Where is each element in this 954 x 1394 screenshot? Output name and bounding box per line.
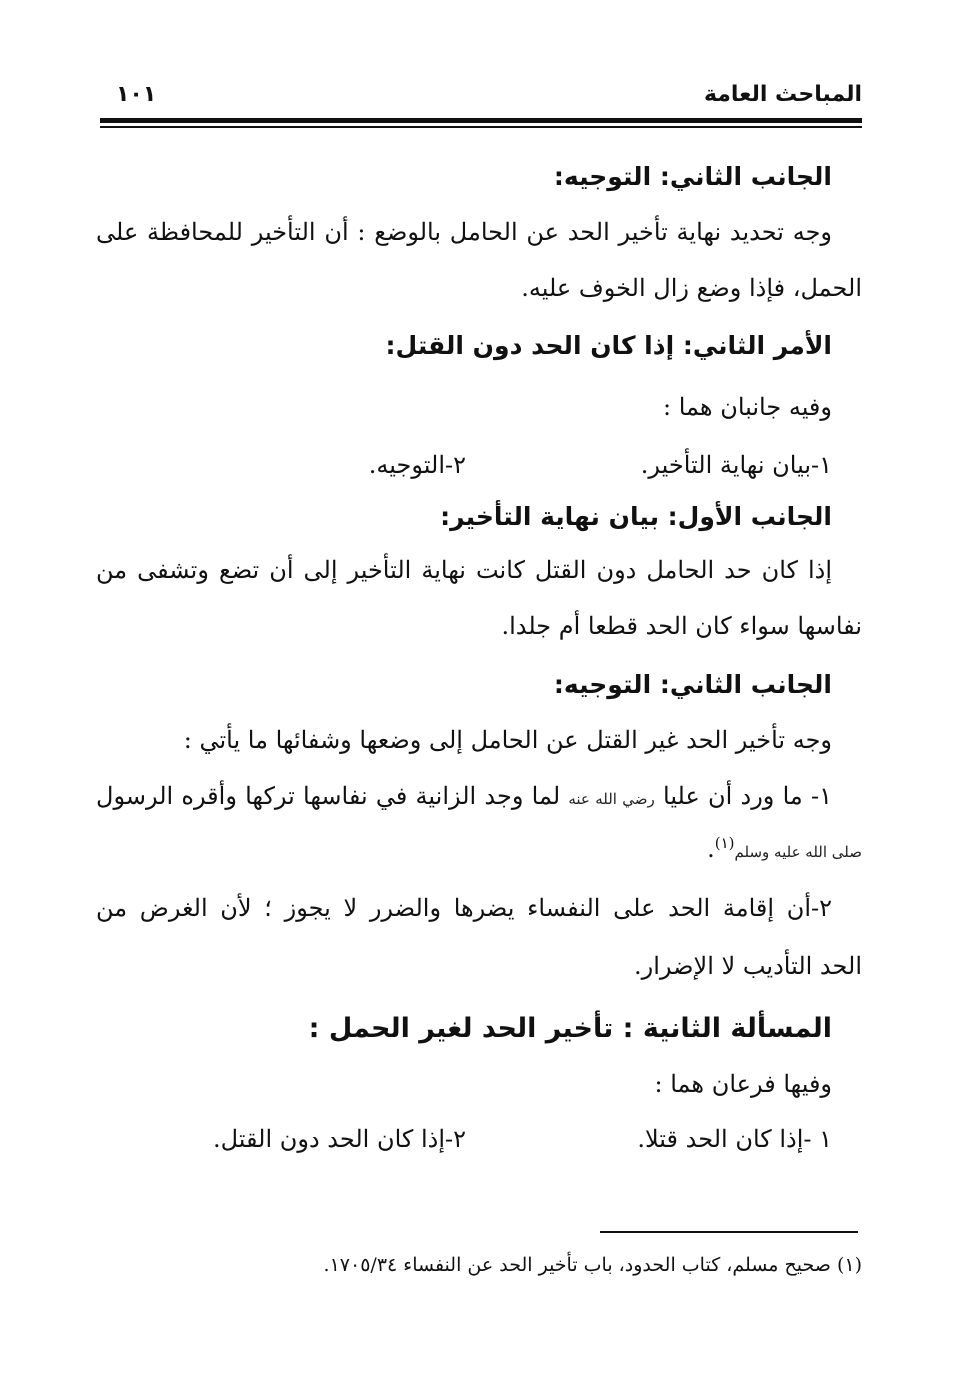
heading-second-matter: الأمر الثاني: إذا كان الحد دون القتل: [385,331,832,360]
paragraph-line: وفيه جانبان هما : [663,393,832,421]
paragraph-line: وجه تحديد نهاية تأخير الحد عن الحامل بالوضع : أن التأخير للمحافظة على [96,218,832,246]
header-rule-thin [100,126,862,128]
paragraph-line: وفيها فرعان هما : [654,1070,832,1098]
footnote-separator [600,1231,858,1233]
paragraph-line: إذا كان حد الحامل دون القتل كانت نهاية التأخير إلى أن تضع وتشفى من [96,556,832,584]
honorific-glyph: رضي الله عنه [568,790,655,808]
paragraph-line: صلى الله عليه وسلم$^{(١)}$. [707,834,862,863]
list-item: ٢-إذا كان الحد دون القتل. [212,1125,466,1153]
page-number: ١٠١ [116,82,157,107]
list-item: ٢-التوجيه. [368,451,466,479]
paragraph-line: نفاسها سواء كان الحد قطعا أم جلدا. [501,612,862,640]
running-header-title: المباحث العامة [703,82,862,107]
honorific-glyph: صلى الله عليه وسلم [734,843,862,861]
heading-second-aspect-justification: الجانب الثاني: التوجيه: [553,670,832,699]
paragraph-line: الحد التأديب لا الإضرار. [634,952,862,980]
list-item: ١-بيان نهاية التأخير. [640,451,832,479]
header-rule-thick [100,118,862,123]
heading-first-aspect: الجانب الأول: بيان نهاية التأخير: [440,502,832,531]
text-run: لما وجد الزانية في نفاسها تركها وأقره الرسول [96,782,561,810]
text-run: ١- ما ورد أن عليا [663,782,832,810]
paragraph-line: ٢-أن إقامة الحد على النفساء يضرها والضرر لا يجوز ؛ لأن الغرض من [96,894,832,922]
list-item: ١ -إذا كان الحد قتلا. [637,1125,832,1153]
footnote: (١) صحيح مسلم، كتاب الحدود، باب تأخير الحد عن النفساء ١٧٠٥/٣٤. [323,1254,862,1276]
footnote-reference: (١) [714,834,735,852]
paragraph-line: الحمل، فإذا وضع زال الخوف عليه. [521,274,862,302]
heading-second-issue: المسألة الثانية : تأخير الحد لغير الحمل : [308,1013,832,1044]
heading-second-aspect-justification: الجانب الثاني: التوجيه: [553,162,832,191]
paragraph-line: وجه تأخير الحد غير القتل عن الحامل إلى وضعها وشفائها ما يأتي : [183,726,832,754]
paragraph-line [96,782,832,810]
